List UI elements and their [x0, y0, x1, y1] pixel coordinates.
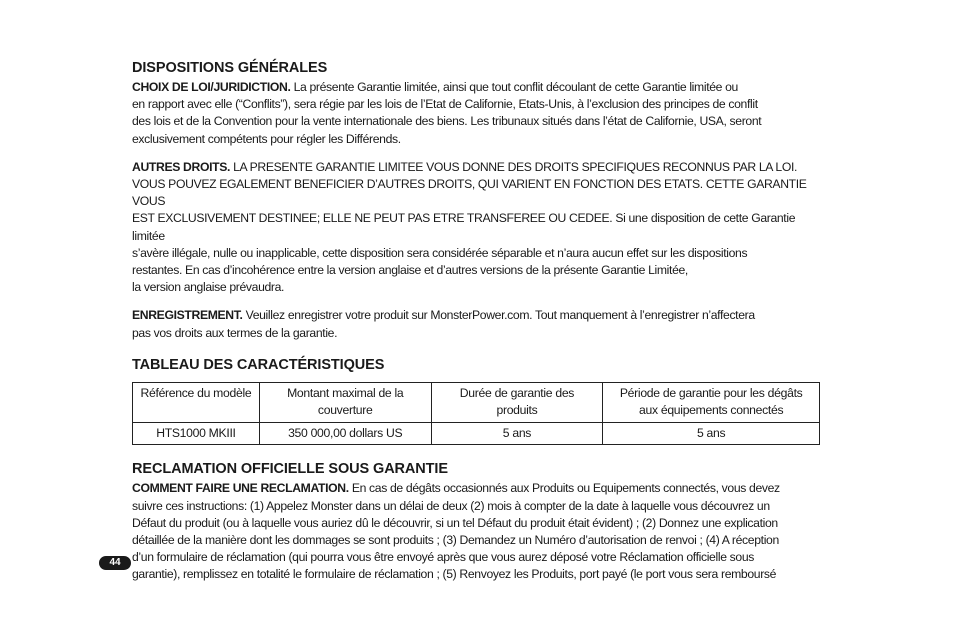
header-text: produits — [496, 403, 538, 418]
document-body — [132, 60, 822, 584]
text-line: exclusivement compétents pour régler les Différends. — [132, 131, 401, 146]
text-line: la version anglaise prévaudra. — [132, 280, 285, 295]
header-text: Période de garantie pour les dégâts — [619, 385, 803, 400]
text-line: des lois et de la Convention pour la vente internationale des biens. Les tribunaux situés dans l’état de Californie, USA, seront — [132, 114, 762, 129]
text-line: d’un formulaire de réclamation (qui pourra vous être envoyé après que vous aurez déposé votre Réclamation officielle sous — [132, 550, 755, 565]
text-line: Défaut du produit (ou à laquelle vous auriez dû le découvrir, si un tel Défaut du produit était évident) ; (2) Donnez une explication — [132, 515, 778, 530]
label-autres-droits: AUTRES DROITS. — [132, 159, 231, 174]
table-header-cell — [603, 382, 820, 422]
text-line: pas vos droits aux termes de la garantie. — [132, 325, 338, 340]
paragraph-enregistrement — [132, 307, 822, 341]
heading-dispositions-generales: DISPOSITIONS GÉNÉRALES — [132, 60, 328, 76]
text-line: s’avère illégale, nulle ou inapplicable, cette disposition sera considérée séparable et n’aura aucun effet sur les dispositions — [132, 245, 748, 260]
table-cell-product-warranty: 5 ans — [431, 422, 603, 445]
text-line: VOUS POUVEZ EGALEMENT BENEFICIER D’AUTRES DROITS, QUI VARIENT EN FONCTION DES ETATS. CETTE GARANTIE VOUS — [132, 177, 807, 209]
text-line: garantie), remplissez en totalité le formulaire de réclamation ; (5) Renvoyez les Produits, port payé (le port vous sera remboursé — [132, 567, 777, 582]
text-line: En cas de dégâts occasionnés aux Produits ou Equipements connectés, vous devez — [351, 481, 780, 496]
text-line: restantes. En cas d’incohérence entre la version anglaise et d’autres versions de la présente Garantie Limitée, — [132, 263, 688, 278]
table-cell-coverage: 350 000,00 dollars US — [259, 422, 431, 445]
paragraph-choix-de-loi — [132, 79, 822, 148]
text-line: Veuillez enregistrer votre produit sur MonsterPower.com. Tout manquement à l’enregistrer n’affectera — [245, 308, 755, 323]
specifications-table — [132, 382, 820, 446]
label-choix-de-loi: CHOIX DE LOI/JURIDICTION. — [132, 80, 291, 94]
label-enregistrement: ENREGISTREMENT. — [132, 308, 243, 323]
table-header-cell — [133, 382, 260, 422]
text-line: en rapport avec elle (“Conflits”), sera régie par les lois de l’Etat de Californie, Etats-Unis, à l’exclusion des principes de conflit — [132, 97, 758, 112]
table-header-row — [133, 382, 820, 422]
text-line: suivre ces instructions: (1) Appelez Monster dans un délai de deux (2) mois à compter de la date à laquelle vous découvrez un — [132, 498, 770, 513]
table-cell-model: HTS1000 MKIII — [133, 422, 260, 445]
header-text: Durée de garantie des — [459, 385, 575, 400]
text-line: détaillée de la manière dont les dommages se sont produits ; (3) Demandez un Numéro d’autorisation de renvoi ; (4) A réception — [132, 532, 779, 547]
paragraph-comment-reclamation — [132, 480, 822, 583]
page-number-badge: 44 — [99, 556, 131, 570]
label-comment-reclamation: COMMENT FAIRE UNE RECLAMATION. — [132, 481, 349, 496]
table-header-cell — [431, 382, 603, 422]
header-text: Montant maximal de la — [287, 385, 404, 400]
table-cell-equipment-warranty: 5 ans — [603, 422, 820, 445]
heading-tableau-caracteristiques: TABLEAU DES CARACTÉRISTIQUES — [132, 356, 385, 373]
header-text: aux équipements connectés — [639, 403, 784, 418]
heading-reclamation: RECLAMATION OFFICIELLE SOUS GARANTIE — [132, 461, 448, 478]
text-line: LA PRESENTE GARANTIE LIMITEE VOUS DONNE DES DROITS SPECIFIQUES RECONNUS PAR LA LOI. — [233, 159, 798, 174]
header-text: couverture — [317, 403, 373, 418]
text-line: La présente Garantie limitée, ainsi que tout conflit découlant de cette Garantie limitée ou — [293, 80, 738, 94]
paragraph-autres-droits — [132, 159, 822, 297]
table-row — [133, 422, 820, 445]
header-text: Référence du modèle — [140, 385, 252, 400]
text-line: EST EXCLUSIVEMENT DESTINEE; ELLE NE PEUT PAS ETRE TRANSFEREE OU CEDEE. Si une disposition de cette Garantie limitée — [132, 211, 796, 243]
table-header-cell — [259, 382, 431, 422]
